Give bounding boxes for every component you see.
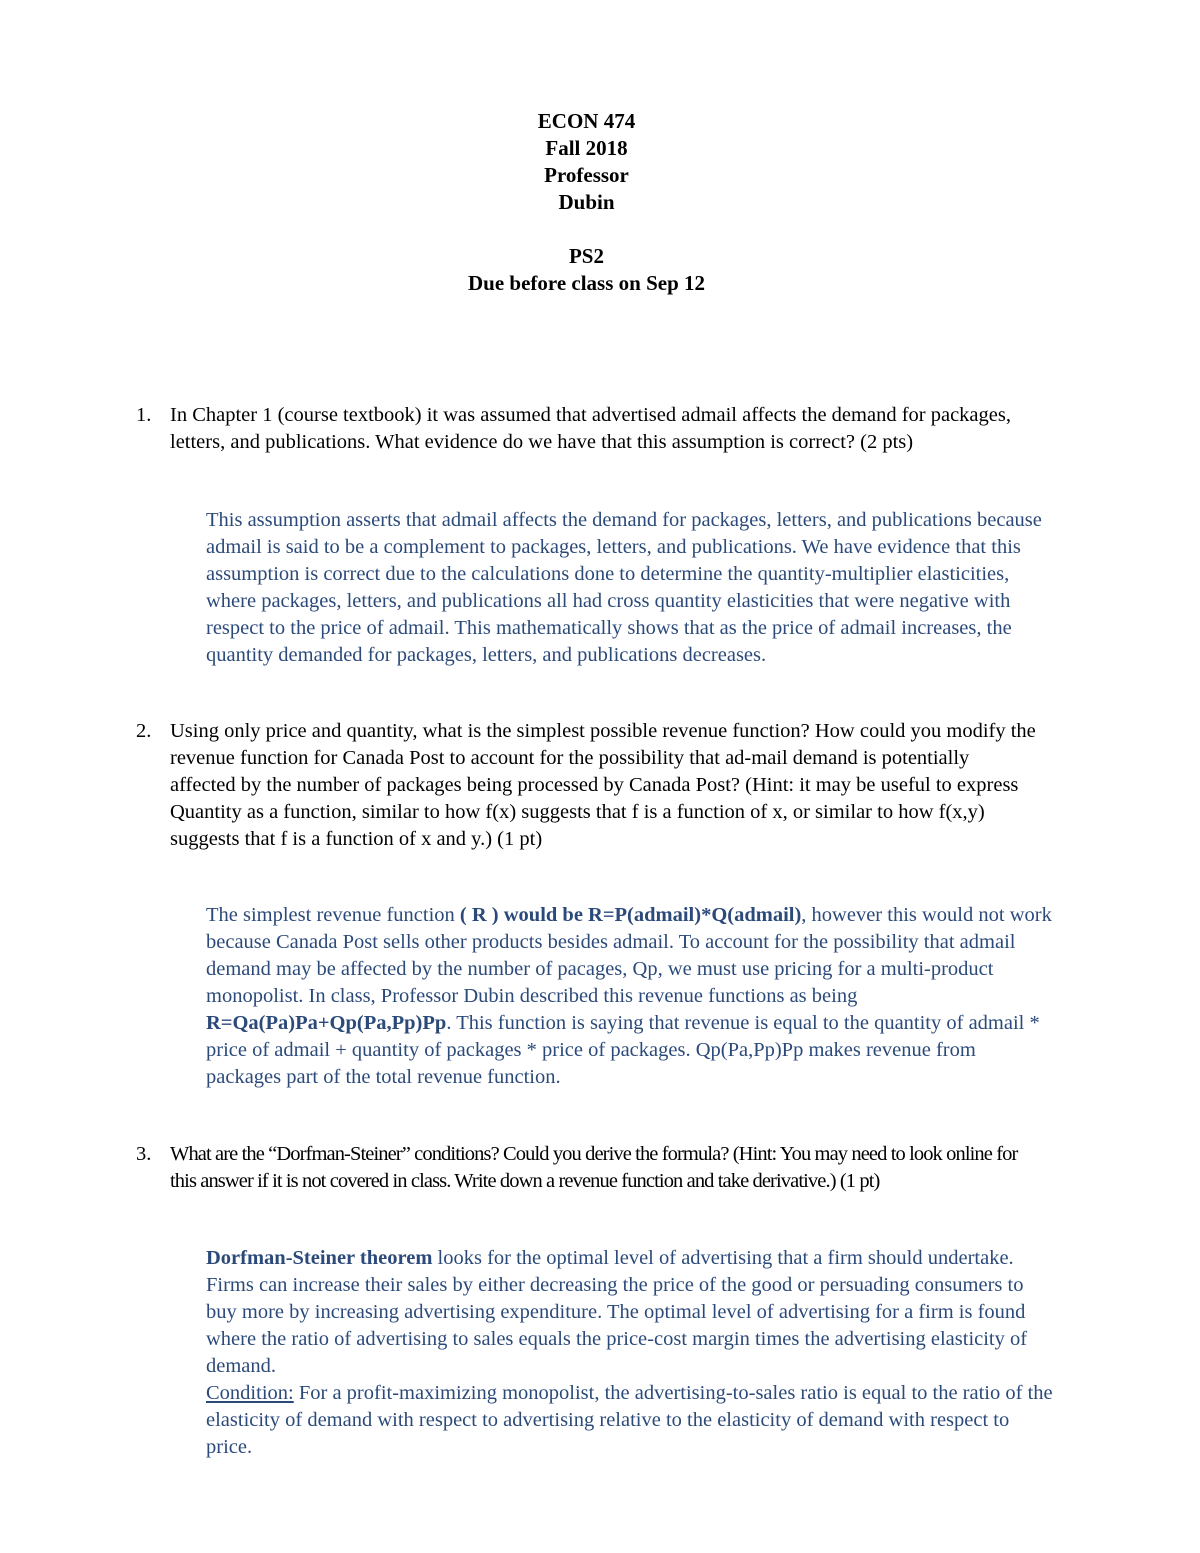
answer-text: looks for the optimal level of advertising that a firm should undertake. Firms can increase their sales by either decreasing the price of the good or persuading consumers to buy more by increasing advertising expenditure. The optimal level of advertising for a firm is found where the ratio of advertising to sales equals the price-cost margin times the advertising elasticity of demand. (206, 1247, 1028, 1377)
term: Fall 2018 (545, 136, 628, 160)
question-1 (136, 402, 1036, 456)
answer-text: , however this would not work because Canada Post sells other products besides admail. To account for the possibility that admail demand may be affected by the number of pacages, Qp, we must use pricing for a multi-product monopolist. In class, Professor Dubin described this revenue functions as being (206, 904, 1052, 1007)
answer-text: The simplest revenue function (206, 904, 460, 926)
question-text: In Chapter 1 (course textbook) it was assumed that advertised admail affects the demand for packages, letters, and publications. What evidence do we have that this assumption is correct? (2 pts) (170, 404, 1011, 453)
instructor-title: Professor (544, 163, 629, 187)
answer-formula-simple: ( R ) would be R=P(admail)*Q(admail) (459, 904, 802, 926)
answer-1: This assumption asserts that admail affects the demand for packages, letters, and publications because admail is said to be a complement to packages, letters, and publications. We have evidence that this assumption is correct due to the calculations done to determine the quantity-multiplier elasticities, where packages, letters, and publications all had cross quantity elasticities that were negative with respect to the price of admail. This mathematically shows that as the price of admail increases, the quantity demanded for packages, letters, and publications decreases. (206, 509, 1042, 666)
question-number: 3. (136, 1143, 152, 1165)
question-text: What are the “Dorfman-Steiner” conditions? Could you derive the formula? (Hint: You may need to look online for this answer if it is not covered in class. Write down a revenue function and take derivative.) (1 pt) (170, 1143, 1018, 1192)
question-2 (136, 718, 1036, 853)
document-header (0, 108, 1173, 297)
course-code: ECON 474 (537, 109, 636, 133)
question-text: Using only price and quantity, what is the simplest possible revenue function? How could you modify the revenue function for Canada Post to account for the possibility that ad-mail demand is potentially affected by the number of packages being processed by Canada Post? (Hint: it may be useful to express Quantity as a function, similar to how f(x) suggests that f is a function of x, or similar to how f(x,y) suggests that f is a function of x and y.) (1 pt) (170, 720, 1036, 850)
answer-formula-multiproduct: R=Qa(Pa)Pa+Qp(Pa,Pp)Pp (206, 1012, 447, 1034)
question-3 (136, 1141, 1036, 1195)
due-date: Due before class on Sep 12 (467, 271, 706, 295)
answer-3 (206, 1245, 1056, 1461)
assignment-title: PS2 (568, 244, 604, 268)
condition-text: For a profit-maximizing monopolist, the advertising-to-sales ratio is equal to the ratio of the elasticity of demand with respect to advertising relative to the elasticity of demand with respect to price. (206, 1382, 1053, 1458)
answer-term: Dorfman-Steiner theorem (206, 1247, 433, 1269)
question-number: 1. (136, 404, 152, 426)
answer-text: . This function is saying that revenue is equal to the quantity of admail * price of admail + quantity of packages * price of packages. Qp(Pa,Pp)Pp makes revenue from packages part of the total revenue function. (206, 1012, 1040, 1088)
question-number: 2. (136, 720, 152, 742)
instructor-name: Dubin (558, 190, 615, 214)
answer-2 (206, 902, 1056, 1091)
condition-label: Condition: (206, 1382, 294, 1404)
